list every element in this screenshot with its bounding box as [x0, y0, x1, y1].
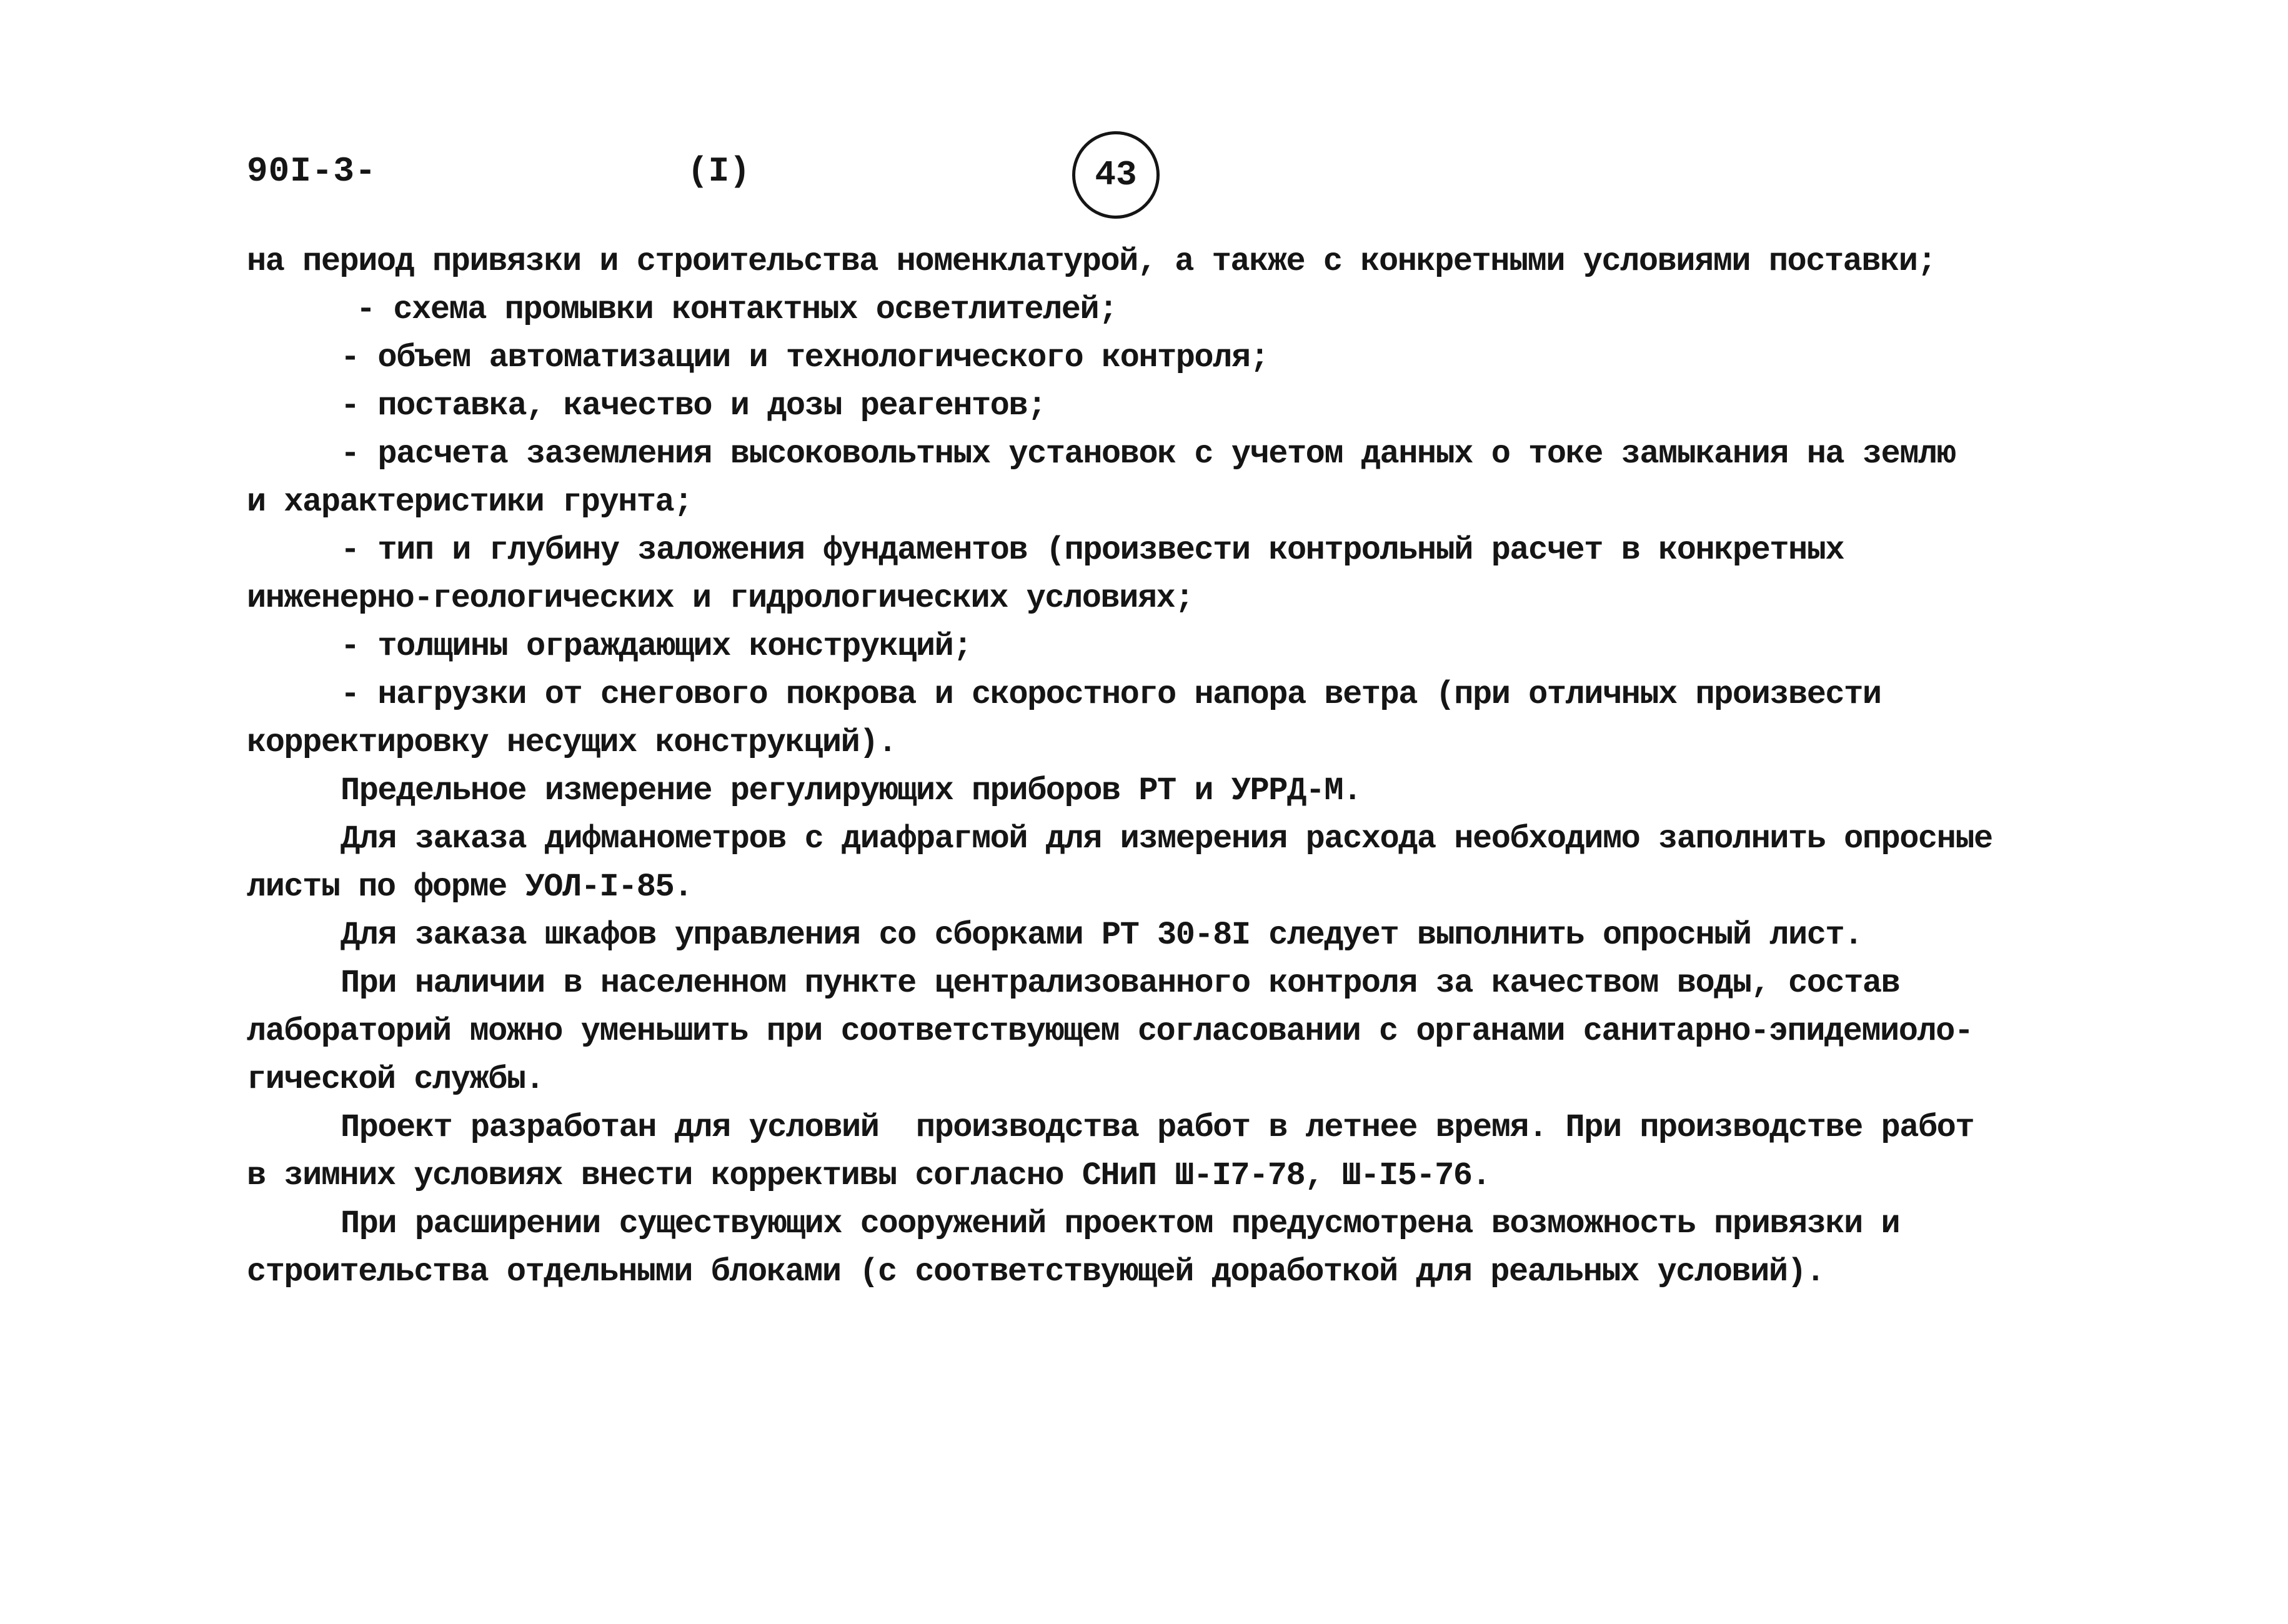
text-line: гической службы.	[247, 1061, 544, 1098]
text-line: в зимних условиях внести коррективы согласно СНиП Ш-I7-78, Ш-I5-76.	[247, 1157, 1491, 1194]
text-line: и характеристики грунта;	[247, 484, 692, 521]
text-line: на период привязки и строительства номенклатурой, а также с конкретными условиями поставки;	[247, 243, 1936, 280]
body-text	[247, 237, 2059, 1296]
paragraph-line: При расширении существующих сооружений проектом предусмотрена возможность привязки и	[341, 1205, 1900, 1242]
document-code: 90I-3-	[247, 151, 377, 191]
list-item-flushing-scheme: - схема промывки контактных осветлителей;	[356, 291, 1117, 328]
paragraph-line: Предельное измерение регулирующих приборов РТ и УРРД-М.	[341, 772, 1361, 809]
paragraph-line: При наличии в населенном пункте централизованного контроля за качеством воды, состав	[341, 965, 1900, 1002]
list-item-foundations: - тип и глубину заложения фундаментов (произвести контрольный расчет в конкретных	[341, 532, 1844, 569]
paragraph-line: Проект разработан для условий производства работ в летнее время. При производстве работ	[341, 1109, 1974, 1146]
list-item-walls: - толщины ограждающих конструкций;	[341, 628, 972, 665]
list-item-grounding: - расчета заземления высоковольтных установок с учетом данных о токе замыкания на землю	[341, 436, 1956, 472]
text-line: инженерно-геологических и гидрологических условиях;	[247, 580, 1193, 617]
page-number-circle	[1072, 131, 1160, 219]
list-item-loads: - нагрузки от снегового покрова и скоростного напора ветра (при отличных произвести	[341, 676, 1881, 713]
list-item-reagents: - поставка, качество и дозы реагентов;	[341, 387, 1046, 424]
list-item-automation: - объем автоматизации и технологического контроля;	[341, 339, 1269, 376]
page-number: 43	[1095, 155, 1137, 195]
part-number: (I)	[687, 151, 750, 191]
text-line: лабораторий можно уменьшить при соответствующем согласовании с органами санитарно-эпидемиоло-	[247, 1013, 1973, 1050]
paragraph-line: Для заказа дифманометров с диафрагмой для измерения расхода необходимо заполнить опросные	[341, 820, 1992, 857]
text-line: строительства отдельными блоками (с соответствующей доработкой для реальных условий).	[247, 1253, 1824, 1290]
text-line: корректировку несущих конструкций).	[247, 724, 897, 761]
text-line: листы по форме УОЛ-I-85.	[247, 869, 692, 905]
paragraph-line: Для заказа шкафов управления со сборками РТ 30-8I следует выполнить опросный лист.	[341, 917, 1863, 954]
